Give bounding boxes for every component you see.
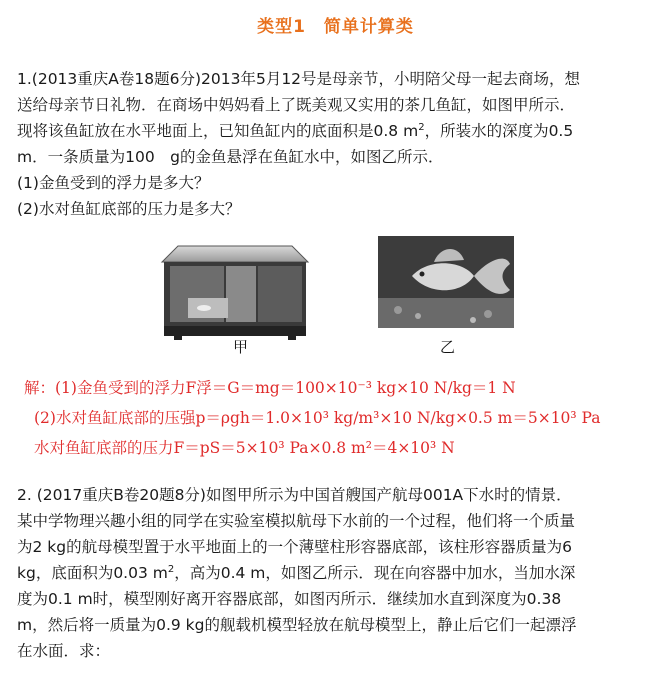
q1-line-1: 1.(2013重庆A卷18题6分)2013年5月12号是母亲节，小明陪父母一起去商场，想 [17,70,581,88]
q1-line-3-tail: ，所装水的深度为0.5 [424,122,574,140]
solution-line-1: 解：(1)金鱼受到的浮力F浮＝G＝mg＝100×10⁻³ kg×10 N/kg＝1 N [24,379,516,397]
q2-line-2: 某中学物理兴趣小组的同学在实验室模拟航母下水前的一个过程，他们将一个质量 [17,512,576,530]
superscript: 2 [167,563,175,575]
question-2 [17,482,657,664]
q2-line-3: 为2 kg的航母模型置于水平地面上的一个薄壁柱形容器底部，该柱形容器质量为6 [17,538,572,556]
q1-line-3-text: 现将该鱼缸放在水平地面上，已知鱼缸内的底面积是0.8 m [17,122,419,140]
figure-caption-b: 乙 [440,338,456,356]
figure-caption-a: 甲 [233,338,249,356]
q2-line-6: m，然后将一质量为0.9 kg的舰载机模型轻放在航母模型上，静止后它们一起漂浮 [17,616,577,634]
q1-line-2: 送给母亲节日礼物．在商场中妈妈看上了既美观又实用的茶几鱼缸，如图甲所示． [17,96,576,114]
q1-sub-2: (2)水对鱼缸底部的压力是多大？ [17,200,241,218]
solution-line-2: (2)水对鱼缸底部的压强p＝ρgh＝1.0×10³ kg/m³×10 N/kg×0.5 m＝5×10³ Pa [34,409,601,427]
q1-line-4: m．一条质量为100 g的金鱼悬浮在鱼缸水中，如图乙所示． [17,148,444,166]
figures [0,230,671,360]
q1-line-3 [17,118,657,144]
fish-tank-table-image [160,242,310,340]
q2-line-4 [17,560,657,586]
q2-line-7: 在水面．求： [17,642,111,660]
q2-line-1: 2. (2017重庆B卷20题8分)如图甲所示为中国首艘国产航母001A下水时的情景． [17,486,572,504]
q2-line-4-tail: ，高为0.4 m，如图乙所示．现在向容器中加水，当加水深 [174,564,576,582]
q2-line-4-text: kg，底面积为0.03 m [17,564,168,582]
section-title: 类型1 简单计算类 [257,17,414,37]
q1-sub-1: (1)金鱼受到的浮力是多大？ [17,174,210,192]
superscript: 2 [418,121,425,133]
q2-line-5: 度为0.1 m时，模型刚好离开容器底部，如图丙所示．继续加水直到深度为0.38 [17,590,562,608]
goldfish-image [378,236,514,328]
solution [24,373,664,463]
question-1 [17,66,657,222]
solution-line-3: 水对鱼缸底部的压力F＝pS＝5×10³ Pa×0.8 m²＝4×10³ N [34,439,455,457]
